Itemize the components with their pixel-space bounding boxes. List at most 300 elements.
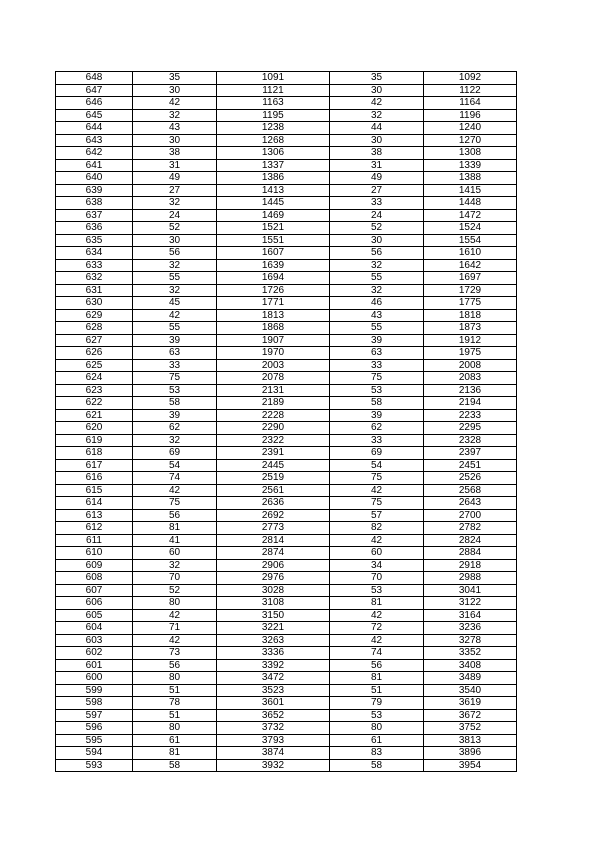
count-cell: 75 [133, 497, 217, 510]
cumulative-cell-2: 2643 [424, 497, 517, 510]
table-row [56, 559, 517, 572]
score-cell: 601 [56, 659, 133, 672]
count-cell-2: 72 [330, 622, 424, 635]
cumulative-cell: 3336 [217, 647, 330, 660]
table-row [56, 184, 517, 197]
score-cell: 631 [56, 284, 133, 297]
table-row [56, 372, 517, 385]
cumulative-cell: 1268 [217, 134, 330, 147]
count-cell-2: 42 [330, 97, 424, 110]
count-cell: 75 [133, 372, 217, 385]
table-row [56, 622, 517, 635]
count-cell: 30 [133, 134, 217, 147]
table-row [56, 334, 517, 347]
count-cell-2: 53 [330, 584, 424, 597]
table-row [56, 347, 517, 360]
cumulative-cell-2: 3408 [424, 659, 517, 672]
count-cell: 56 [133, 247, 217, 260]
score-cell: 598 [56, 697, 133, 710]
count-cell-2: 51 [330, 684, 424, 697]
cumulative-cell: 1771 [217, 297, 330, 310]
count-cell: 52 [133, 584, 217, 597]
table-row [56, 297, 517, 310]
count-cell-2: 34 [330, 559, 424, 572]
table-row [56, 122, 517, 135]
score-cell: 605 [56, 609, 133, 622]
count-cell-2: 75 [330, 497, 424, 510]
cumulative-cell: 2189 [217, 397, 330, 410]
count-cell: 63 [133, 347, 217, 360]
cumulative-cell-2: 3122 [424, 597, 517, 610]
cumulative-cell-2: 3489 [424, 672, 517, 685]
cumulative-cell-2: 2194 [424, 397, 517, 410]
count-cell: 56 [133, 509, 217, 522]
score-cell: 609 [56, 559, 133, 572]
cumulative-cell-2: 3540 [424, 684, 517, 697]
score-cell: 619 [56, 434, 133, 447]
cumulative-cell: 3392 [217, 659, 330, 672]
score-cell: 630 [56, 297, 133, 310]
score-cell: 593 [56, 759, 133, 772]
count-cell: 42 [133, 609, 217, 622]
table-row [56, 234, 517, 247]
cumulative-cell-2: 1697 [424, 272, 517, 285]
count-cell-2: 53 [330, 709, 424, 722]
count-cell-2: 81 [330, 672, 424, 685]
count-cell: 69 [133, 447, 217, 460]
cumulative-cell-2: 1610 [424, 247, 517, 260]
count-cell: 32 [133, 197, 217, 210]
table-row [56, 684, 517, 697]
count-cell-2: 43 [330, 309, 424, 322]
cumulative-cell: 3028 [217, 584, 330, 597]
count-cell: 81 [133, 522, 217, 535]
cumulative-cell-2: 1775 [424, 297, 517, 310]
cumulative-cell: 3932 [217, 759, 330, 772]
cumulative-cell: 1607 [217, 247, 330, 260]
table-row [56, 409, 517, 422]
table-row [56, 522, 517, 535]
cumulative-cell-2: 2295 [424, 422, 517, 435]
cumulative-cell: 1694 [217, 272, 330, 285]
count-cell: 71 [133, 622, 217, 635]
score-cell: 606 [56, 597, 133, 610]
score-cell: 642 [56, 147, 133, 160]
count-cell-2: 54 [330, 459, 424, 472]
table-row [56, 584, 517, 597]
count-cell: 32 [133, 559, 217, 572]
cumulative-cell: 3874 [217, 747, 330, 760]
cumulative-cell: 2078 [217, 372, 330, 385]
cumulative-cell: 1813 [217, 309, 330, 322]
table-row [56, 634, 517, 647]
score-cell: 638 [56, 197, 133, 210]
score-cell: 610 [56, 547, 133, 560]
cumulative-cell-2: 2328 [424, 434, 517, 447]
table-row [56, 484, 517, 497]
count-cell-2: 30 [330, 234, 424, 247]
score-cell: 628 [56, 322, 133, 335]
cumulative-cell-2: 1122 [424, 84, 517, 97]
count-cell-2: 60 [330, 547, 424, 560]
table-row [56, 134, 517, 147]
count-cell: 80 [133, 722, 217, 735]
count-cell-2: 57 [330, 509, 424, 522]
score-cell: 626 [56, 347, 133, 360]
count-cell: 55 [133, 322, 217, 335]
cumulative-cell-2: 1554 [424, 234, 517, 247]
cumulative-cell: 2519 [217, 472, 330, 485]
score-table [55, 71, 517, 772]
cumulative-cell-2: 3954 [424, 759, 517, 772]
cumulative-cell-2: 2988 [424, 572, 517, 585]
score-cell: 647 [56, 84, 133, 97]
cumulative-cell: 2391 [217, 447, 330, 460]
count-cell-2: 80 [330, 722, 424, 735]
score-cell: 594 [56, 747, 133, 760]
table-row [56, 434, 517, 447]
cumulative-cell-2: 2782 [424, 522, 517, 535]
table-row [56, 159, 517, 172]
count-cell-2: 74 [330, 647, 424, 660]
count-cell: 32 [133, 284, 217, 297]
count-cell: 24 [133, 209, 217, 222]
count-cell: 51 [133, 684, 217, 697]
count-cell-2: 42 [330, 609, 424, 622]
count-cell: 42 [133, 634, 217, 647]
cumulative-cell-2: 2918 [424, 559, 517, 572]
cumulative-cell-2: 2824 [424, 534, 517, 547]
cumulative-cell: 1337 [217, 159, 330, 172]
cumulative-cell: 1726 [217, 284, 330, 297]
count-cell-2: 38 [330, 147, 424, 160]
cumulative-cell-2: 1975 [424, 347, 517, 360]
table-row [56, 397, 517, 410]
score-cell: 608 [56, 572, 133, 585]
table-row [56, 259, 517, 272]
count-cell-2: 32 [330, 109, 424, 122]
cumulative-cell: 1445 [217, 197, 330, 210]
count-cell: 30 [133, 234, 217, 247]
count-cell: 53 [133, 384, 217, 397]
score-cell: 625 [56, 359, 133, 372]
count-cell-2: 81 [330, 597, 424, 610]
count-cell-2: 32 [330, 259, 424, 272]
cumulative-cell-2: 2526 [424, 472, 517, 485]
table-row [56, 284, 517, 297]
score-cell: 600 [56, 672, 133, 685]
cumulative-cell: 2322 [217, 434, 330, 447]
score-cell: 634 [56, 247, 133, 260]
cumulative-cell: 3150 [217, 609, 330, 622]
cumulative-cell: 1121 [217, 84, 330, 97]
table-row [56, 447, 517, 460]
count-cell: 39 [133, 334, 217, 347]
score-cell: 614 [56, 497, 133, 510]
cumulative-cell-2: 1472 [424, 209, 517, 222]
score-cell: 616 [56, 472, 133, 485]
score-cell: 643 [56, 134, 133, 147]
cumulative-cell-2: 2083 [424, 372, 517, 385]
count-cell: 60 [133, 547, 217, 560]
cumulative-cell-2: 1729 [424, 284, 517, 297]
score-cell: 627 [56, 334, 133, 347]
cumulative-cell: 2692 [217, 509, 330, 522]
cumulative-cell: 1238 [217, 122, 330, 135]
score-cell: 611 [56, 534, 133, 547]
score-cell: 623 [56, 384, 133, 397]
count-cell: 39 [133, 409, 217, 422]
score-cell: 597 [56, 709, 133, 722]
score-cell: 612 [56, 522, 133, 535]
cumulative-cell: 1907 [217, 334, 330, 347]
cumulative-cell-2: 1524 [424, 222, 517, 235]
count-cell: 58 [133, 397, 217, 410]
table-row [56, 497, 517, 510]
table-row [56, 572, 517, 585]
count-cell: 70 [133, 572, 217, 585]
count-cell: 41 [133, 534, 217, 547]
count-cell-2: 75 [330, 372, 424, 385]
count-cell-2: 75 [330, 472, 424, 485]
cumulative-cell: 2814 [217, 534, 330, 547]
count-cell: 74 [133, 472, 217, 485]
table-row [56, 422, 517, 435]
cumulative-cell: 1469 [217, 209, 330, 222]
score-cell: 607 [56, 584, 133, 597]
table-row [56, 272, 517, 285]
cumulative-cell: 3263 [217, 634, 330, 647]
score-cell: 620 [56, 422, 133, 435]
cumulative-cell-2: 3278 [424, 634, 517, 647]
count-cell-2: 69 [330, 447, 424, 460]
table-row [56, 597, 517, 610]
cumulative-cell: 3601 [217, 697, 330, 710]
table-row [56, 84, 517, 97]
cumulative-cell-2: 1092 [424, 72, 517, 85]
table-row [56, 722, 517, 735]
table-row [56, 209, 517, 222]
cumulative-cell: 2636 [217, 497, 330, 510]
cumulative-cell: 1386 [217, 172, 330, 185]
cumulative-cell: 2976 [217, 572, 330, 585]
cumulative-cell: 2561 [217, 484, 330, 497]
count-cell: 32 [133, 259, 217, 272]
cumulative-cell-2: 1339 [424, 159, 517, 172]
count-cell-2: 82 [330, 522, 424, 535]
cumulative-cell: 1163 [217, 97, 330, 110]
count-cell: 43 [133, 122, 217, 135]
count-cell-2: 39 [330, 409, 424, 422]
count-cell-2: 24 [330, 209, 424, 222]
count-cell-2: 55 [330, 322, 424, 335]
cumulative-cell: 2003 [217, 359, 330, 372]
count-cell-2: 30 [330, 134, 424, 147]
cumulative-cell-2: 2397 [424, 447, 517, 460]
cumulative-cell: 3523 [217, 684, 330, 697]
count-cell: 62 [133, 422, 217, 435]
table-row [56, 197, 517, 210]
count-cell-2: 83 [330, 747, 424, 760]
score-cell: 637 [56, 209, 133, 222]
cumulative-cell-2: 1196 [424, 109, 517, 122]
table-row [56, 109, 517, 122]
count-cell-2: 44 [330, 122, 424, 135]
cumulative-cell-2: 2568 [424, 484, 517, 497]
score-cell: 624 [56, 372, 133, 385]
table-row [56, 747, 517, 760]
count-cell: 58 [133, 759, 217, 772]
score-cell: 646 [56, 97, 133, 110]
count-cell-2: 31 [330, 159, 424, 172]
cumulative-cell-2: 1415 [424, 184, 517, 197]
cumulative-cell-2: 2884 [424, 547, 517, 560]
table-row [56, 384, 517, 397]
cumulative-cell-2: 1164 [424, 97, 517, 110]
cumulative-cell-2: 2233 [424, 409, 517, 422]
count-cell: 55 [133, 272, 217, 285]
cumulative-cell: 1195 [217, 109, 330, 122]
cumulative-cell: 3793 [217, 734, 330, 747]
count-cell: 42 [133, 97, 217, 110]
table-row [56, 647, 517, 660]
count-cell: 61 [133, 734, 217, 747]
cumulative-cell-2: 3236 [424, 622, 517, 635]
cumulative-cell: 1970 [217, 347, 330, 360]
count-cell: 80 [133, 597, 217, 610]
count-cell: 54 [133, 459, 217, 472]
score-cell: 633 [56, 259, 133, 272]
table-row [56, 509, 517, 522]
count-cell: 80 [133, 672, 217, 685]
table-row [56, 709, 517, 722]
count-cell-2: 42 [330, 534, 424, 547]
cumulative-cell-2: 3896 [424, 747, 517, 760]
cumulative-cell-2: 3813 [424, 734, 517, 747]
table-row [56, 172, 517, 185]
score-table-body [56, 72, 517, 772]
table-row [56, 472, 517, 485]
cumulative-cell-2: 1818 [424, 309, 517, 322]
count-cell-2: 33 [330, 197, 424, 210]
table-row [56, 609, 517, 622]
count-cell-2: 42 [330, 484, 424, 497]
score-cell: 615 [56, 484, 133, 497]
table-row [56, 359, 517, 372]
score-cell: 603 [56, 634, 133, 647]
score-cell: 617 [56, 459, 133, 472]
cumulative-cell-2: 2008 [424, 359, 517, 372]
cumulative-cell-2: 1912 [424, 334, 517, 347]
count-cell-2: 56 [330, 659, 424, 672]
score-cell: 632 [56, 272, 133, 285]
count-cell-2: 49 [330, 172, 424, 185]
table-row [56, 309, 517, 322]
cumulative-cell: 1091 [217, 72, 330, 85]
table-row [56, 759, 517, 772]
cumulative-cell-2: 3164 [424, 609, 517, 622]
count-cell: 78 [133, 697, 217, 710]
count-cell-2: 58 [330, 759, 424, 772]
cumulative-cell: 3652 [217, 709, 330, 722]
count-cell: 45 [133, 297, 217, 310]
count-cell: 32 [133, 434, 217, 447]
score-cell: 636 [56, 222, 133, 235]
score-cell: 641 [56, 159, 133, 172]
count-cell-2: 55 [330, 272, 424, 285]
count-cell: 42 [133, 484, 217, 497]
table-row [56, 672, 517, 685]
table-row [56, 72, 517, 85]
score-cell: 648 [56, 72, 133, 85]
cumulative-cell-2: 3752 [424, 722, 517, 735]
cumulative-cell-2: 1240 [424, 122, 517, 135]
count-cell-2: 39 [330, 334, 424, 347]
cumulative-cell: 2906 [217, 559, 330, 572]
score-cell: 639 [56, 184, 133, 197]
score-cell: 596 [56, 722, 133, 735]
score-cell: 635 [56, 234, 133, 247]
score-cell: 604 [56, 622, 133, 635]
score-cell: 622 [56, 397, 133, 410]
cumulative-cell-2: 3619 [424, 697, 517, 710]
table-row [56, 659, 517, 672]
score-cell: 618 [56, 447, 133, 460]
score-cell: 644 [56, 122, 133, 135]
cumulative-cell: 1639 [217, 259, 330, 272]
count-cell-2: 52 [330, 222, 424, 235]
count-cell: 73 [133, 647, 217, 660]
count-cell-2: 79 [330, 697, 424, 710]
cumulative-cell-2: 1873 [424, 322, 517, 335]
cumulative-cell-2: 2700 [424, 509, 517, 522]
count-cell: 35 [133, 72, 217, 85]
score-cell: 621 [56, 409, 133, 422]
table-row [56, 147, 517, 160]
cumulative-cell-2: 2451 [424, 459, 517, 472]
count-cell-2: 35 [330, 72, 424, 85]
cumulative-cell: 1306 [217, 147, 330, 160]
table-row [56, 534, 517, 547]
cumulative-cell-2: 1308 [424, 147, 517, 160]
score-cell: 599 [56, 684, 133, 697]
cumulative-cell-2: 1448 [424, 197, 517, 210]
cumulative-cell-2: 1270 [424, 134, 517, 147]
cumulative-cell: 2290 [217, 422, 330, 435]
cumulative-cell: 1413 [217, 184, 330, 197]
score-cell: 595 [56, 734, 133, 747]
count-cell: 42 [133, 309, 217, 322]
cumulative-cell-2: 3672 [424, 709, 517, 722]
count-cell-2: 58 [330, 397, 424, 410]
cumulative-cell-2: 3352 [424, 647, 517, 660]
cumulative-cell-2: 1642 [424, 259, 517, 272]
cumulative-cell: 1868 [217, 322, 330, 335]
count-cell-2: 61 [330, 734, 424, 747]
count-cell: 52 [133, 222, 217, 235]
score-cell: 640 [56, 172, 133, 185]
score-cell: 629 [56, 309, 133, 322]
count-cell: 38 [133, 147, 217, 160]
cumulative-cell-2: 2136 [424, 384, 517, 397]
count-cell-2: 46 [330, 297, 424, 310]
count-cell-2: 33 [330, 434, 424, 447]
table-row [56, 97, 517, 110]
count-cell: 56 [133, 659, 217, 672]
cumulative-cell: 3472 [217, 672, 330, 685]
score-cell: 602 [56, 647, 133, 660]
table-row [56, 322, 517, 335]
